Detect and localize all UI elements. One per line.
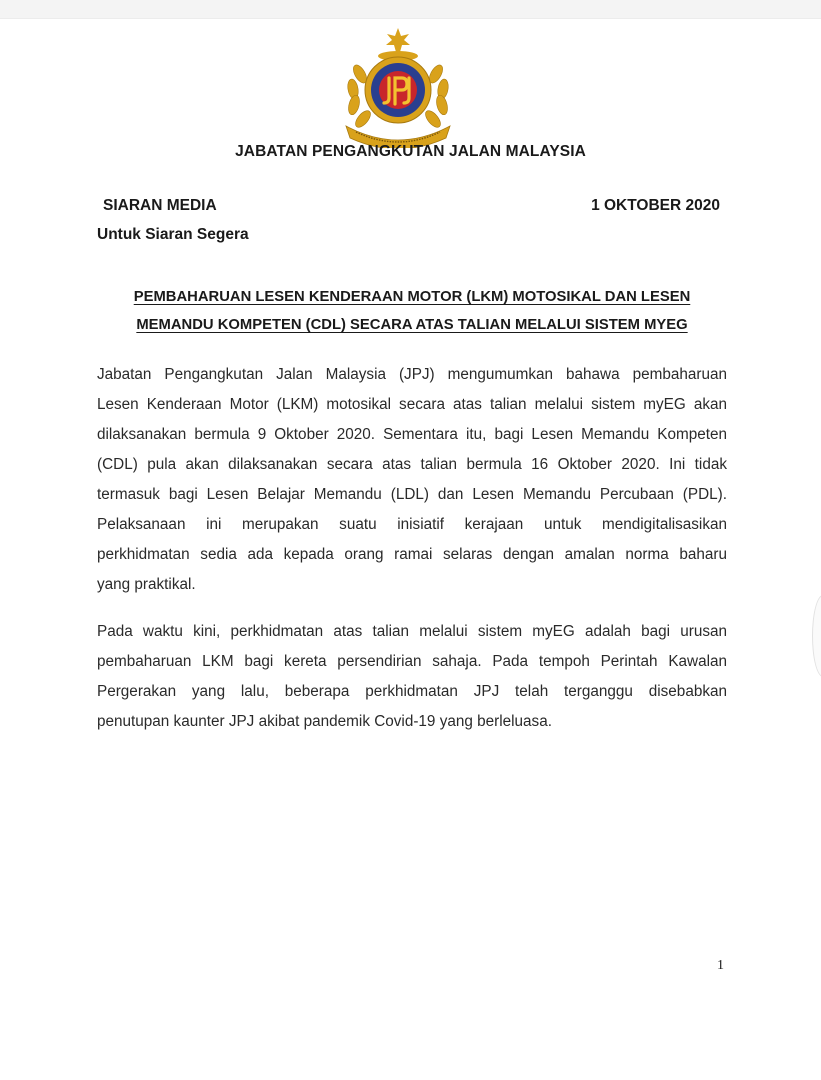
headline-line-2: MEMANDU KOMPETEN (CDL) SECARA ATAS TALIAN MELALUI SISTEM MYEG: [136, 317, 688, 333]
paragraph-line: pembaharuan LKM bagi kereta persendirian sahaja. Pada tempoh Perintah Kawalan: [97, 653, 727, 670]
paragraph-line: Pelaksanaan ini merupakan suatu inisiatif kerajaan untuk mendigitalisasikan: [97, 516, 727, 533]
paragraph-line: yang praktikal.: [97, 576, 196, 593]
paragraph-line: penutupan kaunter JPJ akibat pandemik Covid-19 yang berleluasa.: [97, 713, 552, 730]
page-number: 1: [717, 958, 724, 973]
release-note: Untuk Siaran Segera: [97, 226, 249, 243]
paragraph-line: termasuk bagi Lesen Belajar Memandu (LDL) dan Lesen Memandu Percubaan (PDL).: [97, 486, 727, 503]
release-type: SIARAN MEDIA: [103, 197, 217, 214]
paragraph-line: Jabatan Pengangkutan Jalan Malaysia (JPJ) mengumumkan bahawa pembaharuan: [97, 366, 727, 383]
headline: [97, 283, 727, 339]
paragraph-line: Pada waktu kini, perkhidmatan atas talian melalui sistem myEG adalah bagi urusan: [97, 623, 727, 640]
paragraph-1: [97, 360, 727, 600]
paragraph-2: [97, 617, 727, 737]
jpj-emblem-icon: [338, 26, 458, 148]
paragraph-line: Pergerakan yang lalu, beberapa perkhidmatan JPJ telah terganggu disebabkan: [97, 683, 727, 700]
paragraph-line: perkhidmatan sedia ada kepada orang ramai selaras dengan amalan norma baharu: [97, 546, 727, 563]
top-bar: [0, 0, 821, 19]
scroll-handle[interactable]: [812, 595, 821, 677]
headline-line-1: PEMBAHARUAN LESEN KENDERAAN MOTOR (LKM) MOTOSIKAL DAN LESEN: [133, 289, 691, 305]
agency-name: JABATAN PENGANGKUTAN JALAN MALAYSIA: [235, 143, 586, 160]
paragraph-line: Lesen Kenderaan Motor (LKM) motosikal secara atas talian melalui sistem myEG akan: [97, 396, 727, 413]
paragraph-line: (CDL) pula akan dilaksanakan secara atas talian bermula 16 Oktober 2020. Ini tidak: [97, 456, 727, 473]
release-date: 1 OKTOBER 2020: [591, 197, 720, 214]
paragraph-line: dilaksanakan bermula 9 Oktober 2020. Sementara itu, bagi Lesen Memandu Kompeten: [97, 426, 727, 443]
